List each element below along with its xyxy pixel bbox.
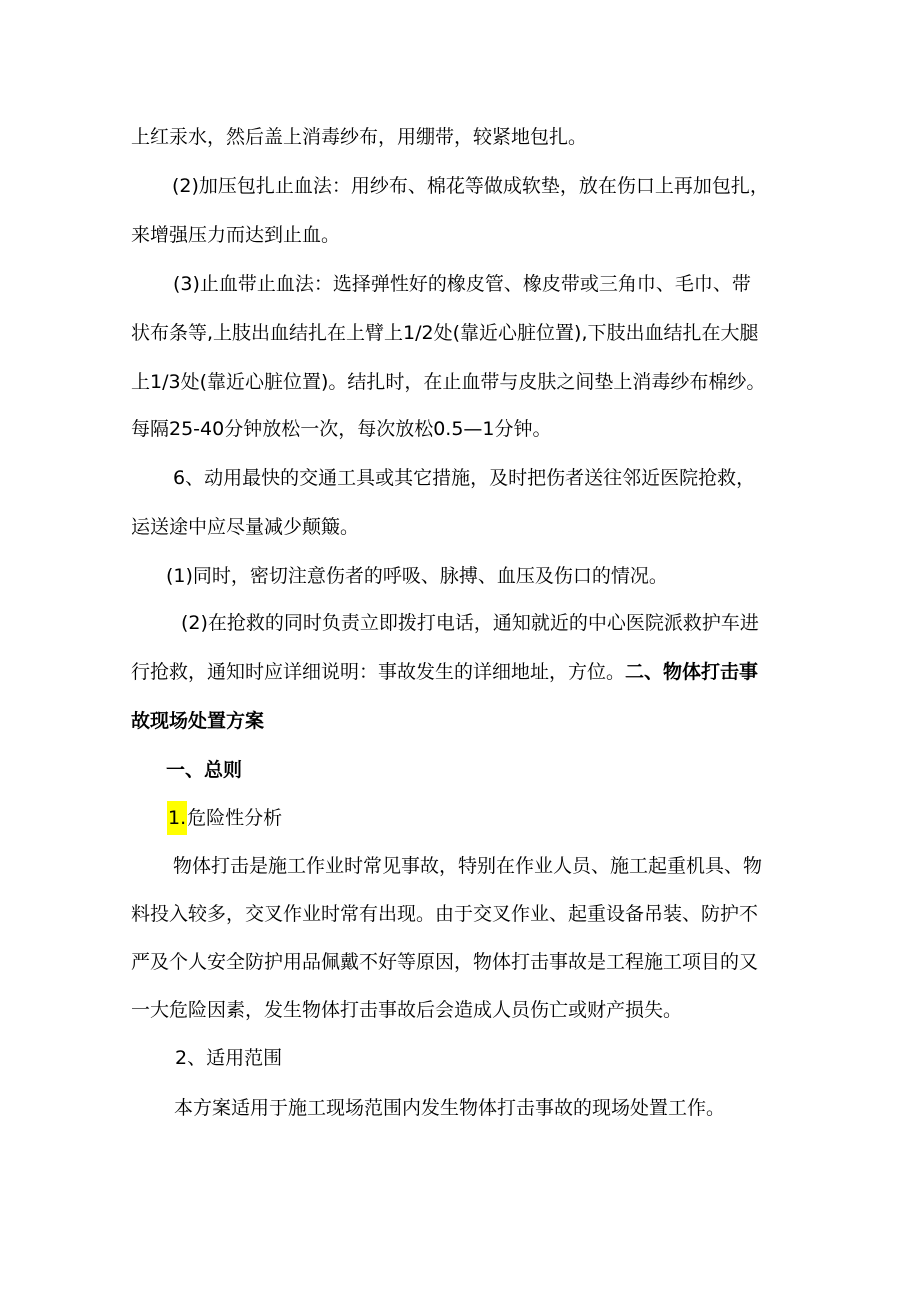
paragraph-line: 6、动用最快的交通工具或其它措施，及时把伤者送往邻近医院抢救， [173,467,756,489]
paragraph-line: 上1/3处(靠近心脏位置)。结扎时，在止血带与皮肤之间垫上消毒纱布棉纱。 [131,371,766,393]
paragraph-line: 上红汞水，然后盖上消毒纱布，用绷带，较紧地包扎。 [131,126,588,148]
paragraph-line [131,657,758,687]
paragraph-line: (2)加压包扎止血法：用纱布、棉花等做成软垫，放在伤口上再加包扎， [172,175,769,197]
paragraph-line: 运送途中应尽量减少颠簸。 [131,516,360,538]
section-heading-end: 故现场处置方案 [131,710,265,732]
paragraph-text: 行抢救，通知时应详细说明：事故发生的详细地址，方位。 [131,661,626,683]
paragraph-line: 物体打击是施工作业时常见事故，特别在作业人员、施工起重机具、物 [173,855,763,877]
paragraph-line: 状布条等,上肢出血结扎在上臂上1/2处(靠近心脏位置),下肢出血结扎在大腿 [131,322,759,344]
paragraph-line: 严及个人安全防护用品佩戴不好等原因，物体打击事故是工程施工项目的又 [131,951,759,973]
item-heading-text: 危险性分析 [187,807,283,829]
item-heading: 2、适用范围 [175,1047,283,1069]
paragraph-line: 来增强压力而达到止血。 [131,224,341,246]
paragraph-line: 料投入较多，交叉作业时常有出现。由于交叉作业、起重设备吊装、防护不 [131,903,759,925]
paragraph-line: 每隔25-40分钟放松一次，每次放松0.5—1分钟。 [131,418,552,440]
section-title: 一、总则 [166,759,243,781]
paragraph-line: 一大危险因素，发生物体打击事故后会造成人员伤亡或财产损失。 [131,999,683,1021]
paragraph-line: (3)止血带止血法：选择弹性好的橡皮管、橡皮带或三角巾、毛巾、带 [173,273,751,295]
paragraph-line: (1)同时，密切注意伤者的呼吸、脉搏、血压及伤口的情况。 [166,565,668,587]
section-heading-start: 二、物体打击事 [625,661,759,683]
paragraph-line: (2)在抢救的同时负责立即拨打电话，通知就近的中心医院派救护车进 [181,612,759,634]
item-heading [167,803,282,833]
paragraph-line: 本方案适用于施工现场范围内发生物体打击事故的现场处置工作。 [174,1097,726,1119]
highlighted-number: 1. [167,801,187,835]
